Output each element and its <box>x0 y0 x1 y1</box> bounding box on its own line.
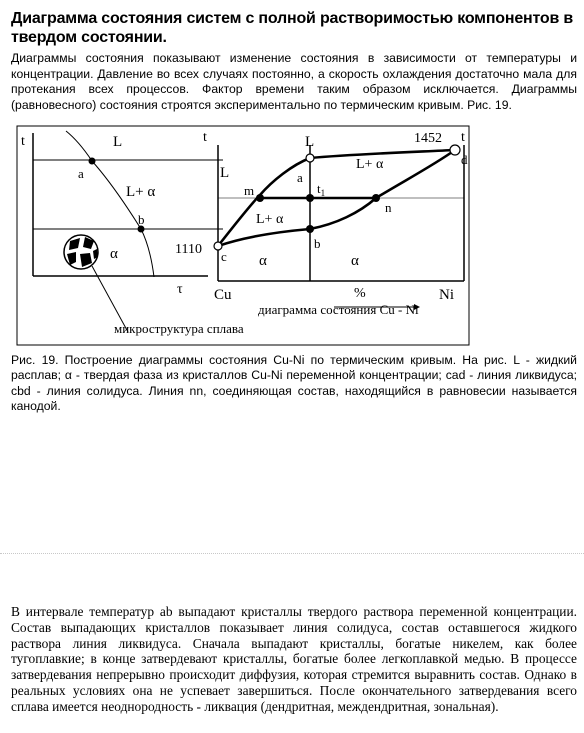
point-a-label: a <box>297 170 303 185</box>
point-n <box>372 194 380 202</box>
left-a-label: a <box>78 166 84 181</box>
right-alpha-right-label: α <box>351 253 359 269</box>
body-paragraph: В интервале температур ab выпадают кристаллы твердого раствора переменной концентрации. Состав выпадающих кристаллов показывает линия солидуса, состав оставшегося жидкого раствора линия ликвидуса. Сначала выпадают кристаллы, богатые никелем, как более тугоплавкие; в конце затвердевают кристаллы, богатые более легкоплавкой медью. В процессе затвердевания непрерывно происходит диффузия, которая стремится выравнить состав. Однако в реальных условиях она не успевает завершиться. После окончательного затвердевания всего сплава имеется неоднородность - ликвация (дендритная, междендритная, зональная). <box>11 604 577 714</box>
right-t-left-label: t <box>203 130 207 145</box>
right-L-top-label: L <box>305 134 315 150</box>
left-t-label: t <box>21 134 25 149</box>
lower-two-phase-label: L+ α <box>256 212 284 227</box>
right-t-right-label: t <box>461 130 465 145</box>
temp-low-label: 1110 <box>175 242 202 257</box>
left-plot <box>21 131 244 336</box>
point-m <box>256 194 264 202</box>
microstructure-label: микроструктура сплава <box>114 321 244 336</box>
upper-two-phase-label: L+ α <box>356 157 384 172</box>
point-t1-label: $t_1$ <box>317 181 326 198</box>
right-plot-caption: диаграмма состояния Cu - Ni <box>258 302 419 317</box>
element-ni-label: Ni <box>439 287 454 303</box>
left-L-alpha-label: L+ α <box>126 184 156 200</box>
page-separator <box>0 553 584 554</box>
concentration-axis-label: % <box>354 286 366 301</box>
element-cu-label: Cu <box>214 287 232 303</box>
left-tau-label: τ <box>177 282 183 297</box>
point-c-label: c <box>221 249 227 264</box>
point-n-label: n <box>385 200 392 215</box>
point-d-label: d <box>461 152 468 167</box>
point-m-label: m <box>244 183 255 198</box>
figure-caption: Рис. 19. Построение диаграммы состояния Cu-Ni по термическим кривым. На рис. L - жидкий расплав; α - твердая фаза из кристаллов Cu-Ni переменной концентрации; cad - линия ликвидуса; cbd - линия солидуса. Линия nn, соединяющая состав, находящийся в равновесии называется канодой. <box>11 353 577 414</box>
microstructure-icon <box>64 235 98 269</box>
left-alpha-label: α <box>110 246 118 262</box>
temp-high-label: 1452 <box>414 131 442 146</box>
right-L-left-label: L <box>220 165 230 181</box>
left-point-a <box>89 158 96 165</box>
point-a <box>306 154 314 162</box>
point-t1 <box>306 194 314 202</box>
left-b-label: b <box>138 212 145 227</box>
page-title: Диаграмма состояния систем с полной растворимостью компонентов в твердом состоянии. <box>11 10 573 46</box>
left-L-label: L <box>113 134 123 150</box>
right-alpha-left-label: α <box>259 253 267 269</box>
point-d <box>450 145 460 155</box>
intro-paragraph: Диаграммы состояния показывают изменение состояния в зависимости от температуры и концентрации. Давление во всех случаях постоянно, а скорость охлаждения достаточно мала для протекания всех процессов. Фактор времени таким образом исключается. Диаграммы (равновесного) состояния строятся экспериментально по термическим кривым. Рис. 19. <box>11 51 577 112</box>
point-b <box>306 225 314 233</box>
point-b-label: b <box>314 236 321 251</box>
right-plot <box>175 130 468 317</box>
phase-diagram-figure <box>14 125 474 350</box>
